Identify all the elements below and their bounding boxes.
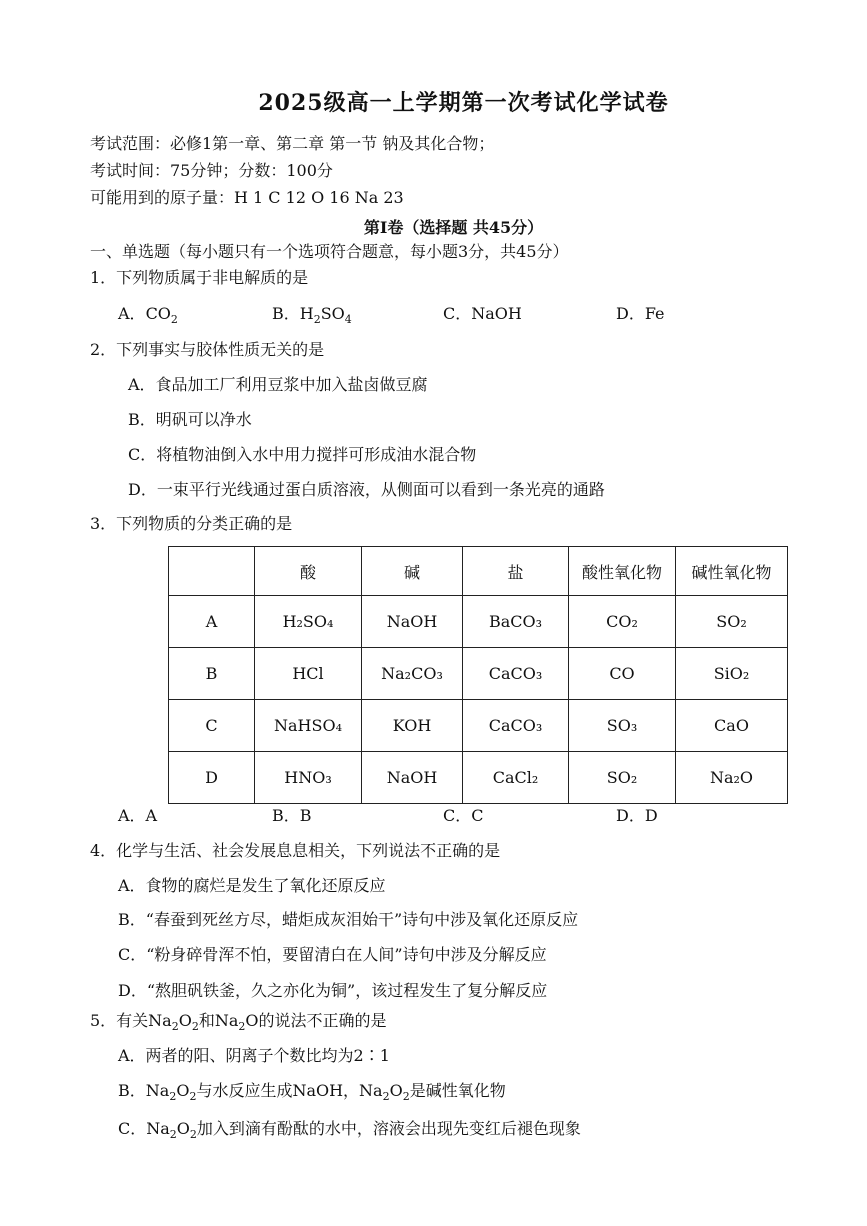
- table-cell: CaO: [676, 700, 788, 752]
- table-header-cell: 碱性氧化物: [676, 547, 788, 596]
- q5-b-part: O: [389, 1081, 403, 1100]
- table-cell: NaHSO₄: [255, 700, 362, 752]
- q5-b-part: O: [176, 1081, 190, 1100]
- exam-time: 考试时间：75分钟；分数：100分: [90, 161, 333, 180]
- table-cell: A: [169, 596, 255, 648]
- q4-option-c: C．“粉身碎骨浑不怕，要留清白在人间”诗句中涉及分解反应: [118, 945, 547, 964]
- q5-sub: 2: [382, 1090, 390, 1103]
- table-cell: B: [169, 648, 255, 700]
- table-cell: BaCO₃: [463, 596, 569, 648]
- table-cell: CaCl₂: [463, 752, 569, 804]
- table-row: [169, 648, 788, 700]
- q4-option-a: A．食物的腐烂是发生了氧化还原反应: [118, 876, 386, 895]
- q1-b-label: B．: [272, 304, 300, 323]
- q1-a-sub: 2: [170, 313, 178, 326]
- table-row: [169, 700, 788, 752]
- q5-option-b: [118, 1081, 506, 1101]
- q5-sub: 2: [238, 1020, 246, 1033]
- table-cell: SiO₂: [676, 648, 788, 700]
- table-cell: NaOH: [362, 752, 463, 804]
- question-1-stem: 1．下列物质属于非电解质的是: [90, 268, 309, 287]
- q3-option-c: C．C: [443, 806, 484, 825]
- q2-option-b: B．明矾可以净水: [128, 410, 252, 429]
- table-cell: HCl: [255, 648, 362, 700]
- q5-stem-part: 5．有关Na: [90, 1011, 172, 1030]
- section-title: 第Ⅰ卷（选择题 共45分）: [363, 218, 544, 237]
- q1-b-s1: 2: [313, 313, 321, 326]
- question-3-stem: 3．下列物质的分类正确的是: [90, 514, 293, 533]
- q2-option-d: D．一束平行光线通过蛋白质溶液，从侧面可以看到一条光亮的通路: [128, 480, 605, 499]
- table-header-cell: [169, 547, 255, 596]
- q1-option-c: C．NaOH: [443, 304, 522, 323]
- q5-option-a: A．两者的阳、阴离子个数比均为2∶1: [118, 1046, 390, 1065]
- q5-sub: 2: [169, 1128, 177, 1141]
- q1-option-d: D．Fe: [616, 304, 665, 323]
- table-header-cell: 盐: [463, 547, 569, 596]
- table-cell: SO₂: [676, 596, 788, 648]
- q5-c-part: 加入到滴有酚酞的水中，溶液会出现先变红后褪色现象: [196, 1119, 581, 1138]
- q5-sub: 2: [191, 1020, 199, 1033]
- q5-sub: 2: [169, 1090, 177, 1103]
- table-cell: Na₂O: [676, 752, 788, 804]
- q4-option-b: B．“春蚕到死丝方尽，蜡炬成灰泪始干”诗句中涉及氧化还原反应: [118, 910, 579, 929]
- table-header-row: [169, 547, 788, 596]
- q2-option-c: C．将植物油倒入水中用力搅拌可形成油水混合物: [128, 445, 477, 464]
- q5-b-part: 与水反应生成NaOH，Na: [196, 1081, 383, 1100]
- q2-option-a: A．食品加工厂利用豆浆中加入盐卤做豆腐: [128, 375, 428, 394]
- table-cell: CO₂: [569, 596, 676, 648]
- classification-table: [168, 546, 788, 804]
- q5-sub: 2: [189, 1090, 197, 1103]
- exam-title: 2025级高一上学期第一次考试化学试卷: [258, 90, 669, 116]
- table-cell: H₂SO₄: [255, 596, 362, 648]
- question-2-stem: 2．下列事实与胶体性质无关的是: [90, 340, 325, 359]
- table-cell: SO₃: [569, 700, 676, 752]
- q1-b-p1: H: [299, 304, 314, 323]
- atomic-masses: 可能用到的原子量：H 1 C 12 O 16 Na 23: [90, 188, 404, 207]
- table-row: [169, 596, 788, 648]
- part-heading: 一、单选题（每小题只有一个选项符合题意，每小题3分，共45分）: [90, 242, 569, 261]
- q3-option-a: A．A: [118, 806, 158, 825]
- q1-a-label: A．: [118, 304, 146, 323]
- q5-b-part: 是碱性氧化物: [409, 1081, 506, 1100]
- table-cell: NaOH: [362, 596, 463, 648]
- q1-option-b: [272, 304, 352, 324]
- table-header-cell: 酸: [255, 547, 362, 596]
- q5-c-part: O: [176, 1119, 190, 1138]
- table-row: [169, 752, 788, 804]
- q5-sub: 2: [402, 1090, 410, 1103]
- table-cell: CaCO₃: [463, 648, 569, 700]
- table-cell: SO₂: [569, 752, 676, 804]
- q1-b-s2: 4: [344, 313, 352, 326]
- q1-b-p2: SO: [320, 304, 345, 323]
- table-cell: HNO₃: [255, 752, 362, 804]
- q1-a-formula: CO: [145, 304, 171, 323]
- q5-b-part: B．Na: [118, 1081, 170, 1100]
- table-cell: CaCO₃: [463, 700, 569, 752]
- table-header-cell: 碱: [362, 547, 463, 596]
- table-cell: CO: [569, 648, 676, 700]
- q5-stem-part: O: [178, 1011, 192, 1030]
- q4-option-d: D．“熬胆矾铁釜，久之亦化为铜”，该过程发生了复分解反应: [118, 981, 548, 1000]
- table-header-cell: 酸性氧化物: [569, 547, 676, 596]
- q3-option-b: B．B: [272, 806, 312, 825]
- exam-scope: 考试范围：必修1第一章、第二章 第一节 钠及其化合物；: [90, 134, 495, 153]
- table-cell: Na₂CO₃: [362, 648, 463, 700]
- q5-sub: 2: [189, 1128, 197, 1141]
- table-cell: KOH: [362, 700, 463, 752]
- q3-option-d: D．D: [616, 806, 658, 825]
- question-4-stem: 4．化学与生活、社会发展息息相关，下列说法不正确的是: [90, 841, 501, 860]
- question-5-stem: [90, 1011, 387, 1031]
- q5-option-c: [118, 1119, 581, 1139]
- table-cell: C: [169, 700, 255, 752]
- q1-option-a: [118, 304, 178, 324]
- q5-stem-part: O的说法不正确的是: [245, 1011, 387, 1030]
- q5-sub: 2: [171, 1020, 179, 1033]
- q5-c-part: C．Na: [118, 1119, 170, 1138]
- table-cell: D: [169, 752, 255, 804]
- q5-stem-part: 和Na: [198, 1011, 239, 1030]
